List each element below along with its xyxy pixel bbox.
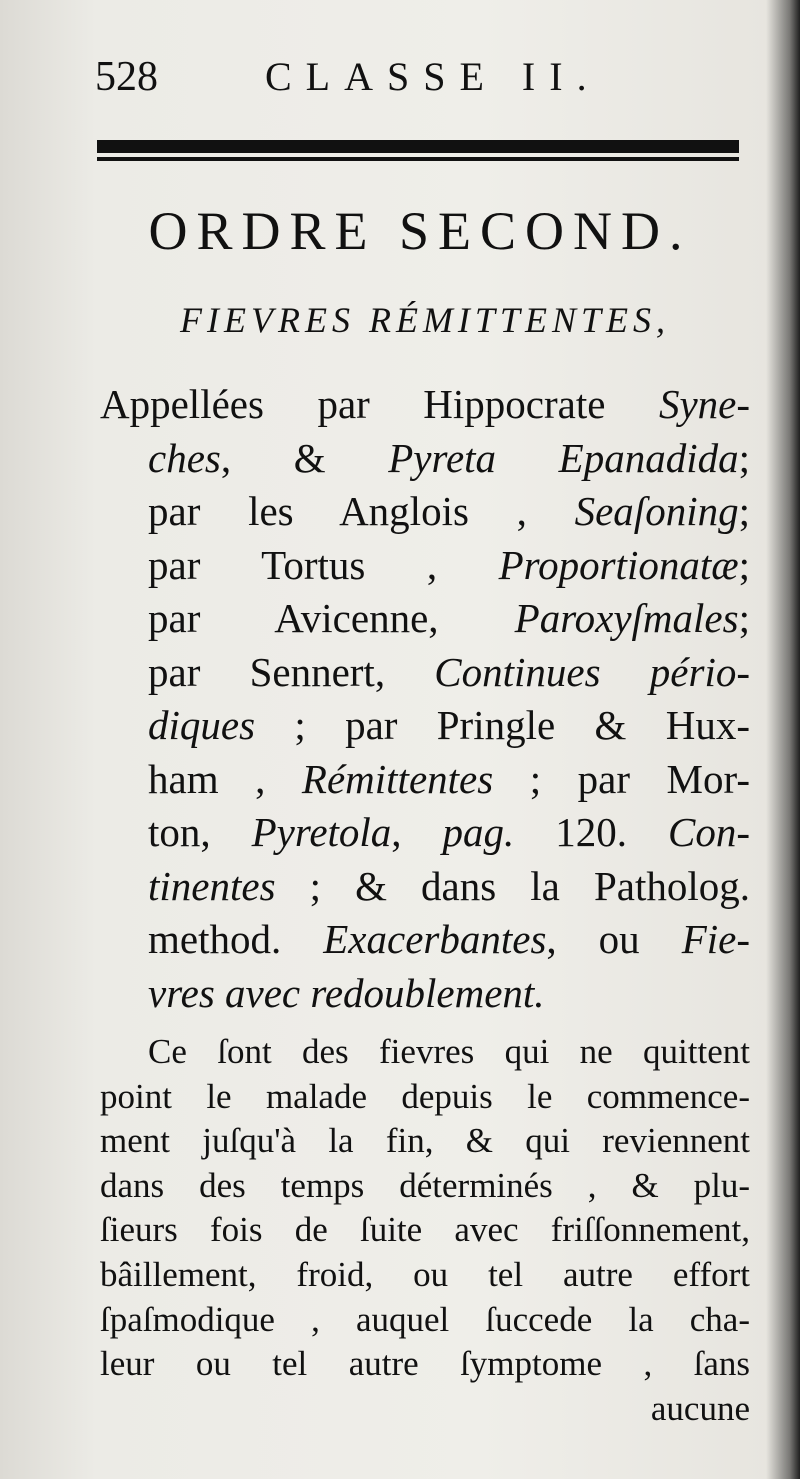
paragraph-description bbox=[100, 1030, 750, 1431]
text-run: ; bbox=[738, 434, 750, 481]
italic-text: pag. bbox=[442, 809, 515, 855]
text-run: ham , bbox=[148, 755, 302, 802]
text-run: Appellées par Hippocrate bbox=[100, 381, 659, 427]
text-run: , bbox=[391, 809, 443, 855]
text-run: ton, bbox=[148, 809, 252, 855]
page-header bbox=[95, 52, 735, 102]
text-line bbox=[100, 806, 750, 860]
text-line: aucune bbox=[650, 1388, 750, 1428]
text-line bbox=[100, 485, 750, 539]
italic-text: Seaſoning bbox=[574, 488, 739, 534]
text-line bbox=[100, 967, 750, 1021]
text-line bbox=[100, 860, 750, 914]
italic-text: diques bbox=[148, 702, 256, 748]
text-line bbox=[100, 432, 750, 486]
italic-text: Continues pério- bbox=[434, 648, 751, 695]
running-head: CLASSE II. bbox=[265, 54, 601, 99]
binding-shadow bbox=[766, 0, 800, 1479]
text-run: par Tortus , bbox=[148, 541, 499, 588]
text-line bbox=[100, 592, 750, 646]
text-run: ; par Pringle & Hux- bbox=[255, 702, 750, 748]
text-line: ment juſqu'à la fin, & qui reviennent bbox=[100, 1121, 750, 1161]
text-run: par Avicenne, bbox=[148, 595, 515, 641]
italic-text: Syne- bbox=[658, 381, 750, 427]
text-run: ; bbox=[738, 541, 750, 588]
text-line bbox=[100, 378, 750, 432]
italic-text: ches bbox=[148, 434, 221, 481]
text-line: dans des temps déterminés , & plu- bbox=[100, 1165, 750, 1205]
text-run: par Sennert, bbox=[148, 648, 435, 695]
text-line: ſpaſmodique , auquel ſuccede la cha- bbox=[100, 1299, 750, 1339]
text-run: method. bbox=[148, 916, 324, 962]
page-number: 528 bbox=[95, 54, 158, 100]
italic-text: vres avec redoublement. bbox=[148, 969, 545, 1016]
italic-text: Proportionatæ bbox=[498, 541, 739, 588]
text-run: 120. bbox=[514, 809, 668, 855]
italic-text: Con- bbox=[668, 809, 750, 855]
italic-text: tinentes bbox=[148, 862, 276, 909]
text-run: ; par Mor- bbox=[493, 755, 750, 802]
text-run: ; bbox=[738, 488, 750, 534]
text-run: , & bbox=[220, 434, 389, 481]
text-line bbox=[100, 913, 750, 967]
italic-text: Pyreta Epanadida bbox=[388, 434, 739, 481]
text-line: bâillement, froid, ou tel autre effort bbox=[100, 1254, 750, 1294]
text-line bbox=[100, 753, 750, 807]
italic-text: Fie- bbox=[681, 916, 751, 962]
header-rule-thick bbox=[97, 140, 739, 153]
italic-text: Paroxyſmales bbox=[514, 595, 739, 641]
text-run: par les Anglois , bbox=[148, 488, 575, 534]
italic-text: Rémittentes bbox=[301, 755, 494, 802]
header-rule-thin bbox=[97, 157, 739, 161]
text-line: point le malade depuis le commence- bbox=[100, 1076, 750, 1116]
section-title: ORDRE SECOND. bbox=[148, 201, 692, 261]
text-line: leur ou tel autre ſymptome , ſans bbox=[100, 1344, 750, 1384]
text-run: ; & dans la Patholog. bbox=[275, 862, 750, 909]
text-line bbox=[100, 646, 750, 700]
paragraph-names bbox=[100, 378, 750, 1020]
text-line: Ce ſont des fievres qui ne quittent bbox=[148, 1032, 750, 1071]
text-line bbox=[100, 699, 750, 753]
text-line: ſieurs fois de ſuite avec friſſonnement, bbox=[100, 1210, 750, 1250]
section-subtitle: FIEVRES RÉMITTENTES, bbox=[180, 300, 670, 340]
text-run: ; bbox=[738, 595, 750, 641]
italic-text: Pyretola bbox=[251, 809, 392, 855]
italic-text: Exacerbantes bbox=[323, 916, 547, 962]
text-line bbox=[100, 539, 750, 593]
text-run: , ou bbox=[546, 916, 682, 962]
